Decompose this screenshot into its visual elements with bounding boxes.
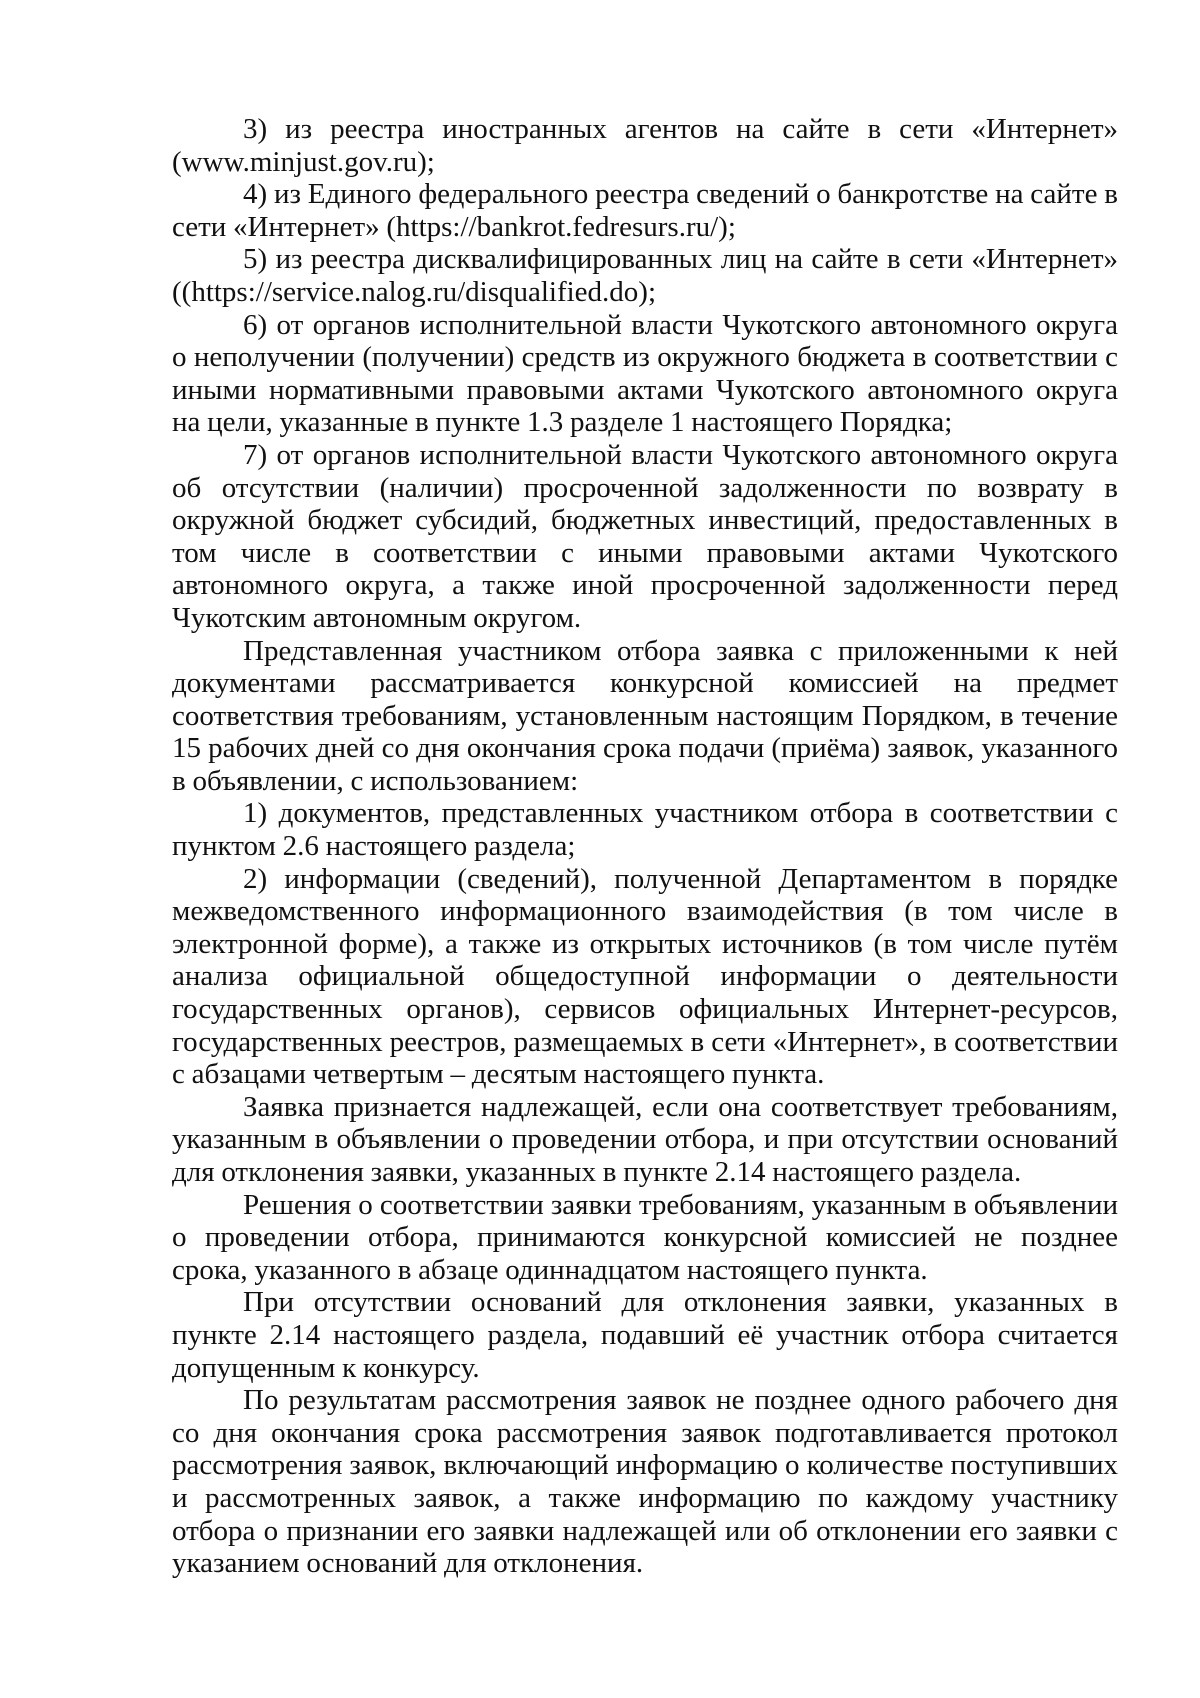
paragraph-review-item-2: 2) информации (сведений), полученной Департаментом в порядке межведомственного информационного взаимодействия (в том числе в электронной форме), а также из открытых источников (в том числе путём анализа официальной общедоступной информации о деятельности государственных органов), сервисов официальных Интернет-ресурсов, государственных реестров, размещаемых в сети «Интернет», в соответствии с абзацами четвертым – десятым настоящего пункта. <box>172 862 1118 1091</box>
paragraph-item-5-disqualified-persons: 5) из реестра дисквалифицированных лиц на сайте в сети «Интернет» ((https://service.nalog.ru/disqualified.do); <box>172 243 1118 308</box>
paragraph-application-proper: Заявка признается надлежащей, если она соответствует требованиям, указанным в объявлении о проведении отбора, и при отсутствии оснований для отклонения заявки, указанных в пункте 2.14 настоящего раздела. <box>172 1090 1118 1188</box>
paragraph-protocol: По результатам рассмотрения заявок не позднее одного рабочего дня со дня окончания срока рассмотрения заявок подготавливается протокол рассмотрения заявок, включающий информацию о количестве поступивших и рассмотренных заявок, а также информацию по каждому участнику отбора о признании его заявки надлежащей или об отклонении его заявки с указанием оснований для отклонения. <box>172 1384 1118 1580</box>
paragraph-admission: При отсутствии оснований для отклонения заявки, указанных в пункте 2.14 настоящего раздела, подавший её участник отбора считается допущенным к конкурсу. <box>172 1286 1118 1384</box>
paragraph-item-7-overdue-debt: 7) от органов исполнительной власти Чукотского автономного округа об отсутствии (наличии) просроченной задолженности по возврату в окружной бюджет субсидий, бюджетных инвестиций, предоставленных в том числе в соответствии с иными правовыми актами Чукотского автономного округа, а также иной просроченной задолженности перед Чукотским автономным округом. <box>172 438 1118 634</box>
paragraph-review-item-1: 1) документов, представленных участником отбора в соответствии с пунктом 2.6 настоящего раздела; <box>172 797 1118 863</box>
paragraph-item-3-registry-foreign-agents: 3) из реестра иностранных агентов на сайте в сети «Интернет» (www.minjust.gov.ru); <box>172 113 1118 178</box>
paragraph-decisions: Решения о соответствии заявки требованиям, указанным в объявлении о проведении отбора, принимаются конкурсной комиссией не позднее срока, указанного в абзаце одиннадцатом настоящего пункта. <box>172 1188 1118 1286</box>
document-body <box>172 113 1118 1580</box>
paragraph-item-6-budget-funds: 6) от органов исполнительной власти Чукотского автономного округа о неполучении (получении) средств из окружного бюджета в соответствии с иными нормативными правовыми актами Чукотского автономного округа на цели, указанные в пункте 1.3 разделе 1 настоящего Порядка; <box>172 308 1118 439</box>
paragraph-item-4-bankruptcy-registry: 4) из Единого федерального реестра сведений о банкротстве на сайте в сети «Интернет» (https://bankrot.fedresurs.ru/); <box>172 178 1118 243</box>
paragraph-application-review: Представленная участником отбора заявка с приложенными к ней документами рассматривается конкурсной комиссией на предмет соответствия требованиям, установленным настоящим Порядком, в течение 15 рабочих дней со дня окончания срока подачи (приёма) заявок, указанного в объявлении, с использованием: <box>172 634 1118 797</box>
